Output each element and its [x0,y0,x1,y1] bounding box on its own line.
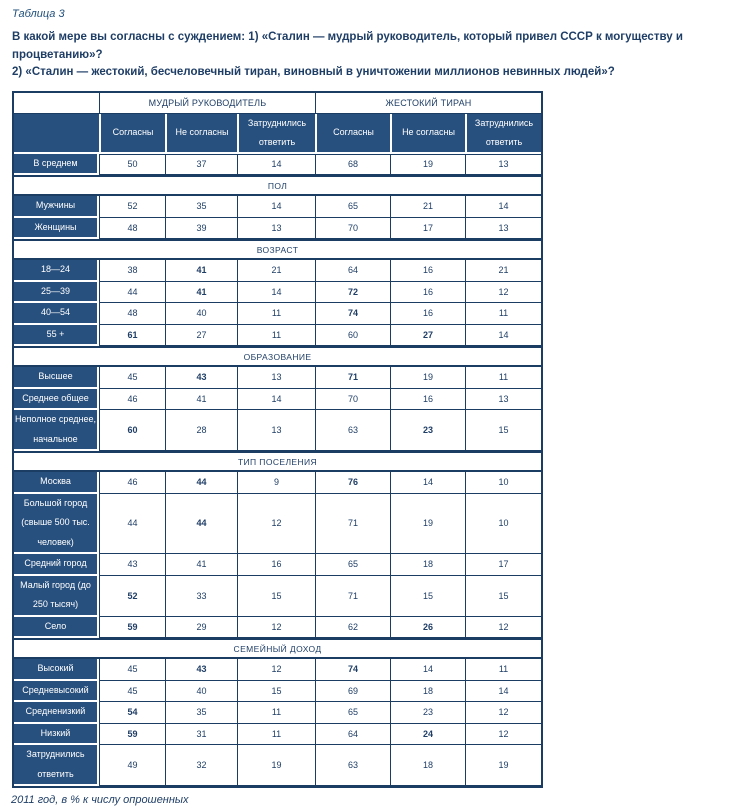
value-cell: 16 [237,554,315,576]
value-cell: 14 [237,154,315,176]
value-cell: 38 [99,260,165,282]
value-cell: 19 [390,494,465,555]
value-cell: 37 [165,154,237,176]
question-text [12,29,723,82]
value-cell: 11 [465,367,541,389]
group-header-cruel-tyrant: ЖЕСТОКИЙ ТИРАН [315,93,541,114]
table-row [14,303,541,325]
row-label: 18—24 [14,260,99,282]
row-label: Мужчины [14,196,99,218]
table-row [14,494,541,555]
value-cell: 17 [390,218,465,240]
value-cell: 31 [165,724,237,746]
section-band-row [14,175,541,196]
value-cell: 26 [390,617,465,639]
value-cell: 60 [315,325,390,347]
value-cell: 13 [237,410,315,451]
table-row [14,196,541,218]
table-row [14,472,541,494]
value-cell: 15 [390,576,465,617]
value-cell: 10 [465,472,541,494]
value-cell: 11 [237,724,315,746]
row-label: Неполное среднее, начальное [14,410,99,451]
value-cell: 21 [390,196,465,218]
table-row [14,702,541,724]
section-band-label: ОБРАЗОВАНИЕ [14,346,541,367]
table-caption: Таблица 3 [12,8,65,20]
value-cell: 41 [165,554,237,576]
row-label: Средневысокий [14,681,99,703]
row-label: Низкий [14,724,99,746]
value-cell: 18 [390,681,465,703]
value-cell: 33 [165,576,237,617]
value-cell: 59 [99,724,165,746]
table-row [14,260,541,282]
value-cell: 18 [390,554,465,576]
value-cell: 12 [237,494,315,555]
value-cell: 45 [99,659,165,681]
table-row [14,367,541,389]
empty-header-cell [14,114,99,154]
row-label: Средний город [14,554,99,576]
value-cell: 9 [237,472,315,494]
value-cell: 13 [465,218,541,240]
section-band-row [14,451,541,472]
value-cell: 19 [390,154,465,176]
value-cell: 71 [315,367,390,389]
value-cell: 14 [465,325,541,347]
col-header-disagree-1: Не согласны [165,114,237,154]
value-cell: 76 [315,472,390,494]
question-line-1: В какой мере вы согласны с суждением: 1) «Сталин — мудрый руководитель, который привел СССР к могуществу и процветанию»? [12,31,683,61]
value-cell: 13 [465,154,541,176]
value-cell: 12 [465,724,541,746]
row-label: 40—54 [14,303,99,325]
value-cell: 71 [315,576,390,617]
value-cell: 44 [165,472,237,494]
value-cell: 41 [165,260,237,282]
col-header-undecided-1: Затруднились ответить [237,114,315,154]
value-cell: 39 [165,218,237,240]
value-cell: 64 [315,260,390,282]
value-cell: 28 [165,410,237,451]
value-cell: 71 [315,494,390,555]
value-cell: 52 [99,196,165,218]
section-band-label: ВОЗРАСТ [14,239,541,260]
value-cell: 14 [390,659,465,681]
table-row [14,659,541,681]
value-cell: 70 [315,218,390,240]
footnote: 2011 год, в % к числу опрошенных [11,794,189,806]
value-cell: 74 [315,303,390,325]
value-cell: 14 [465,196,541,218]
value-cell: 11 [465,303,541,325]
row-label: Затруднились ответить [14,745,99,786]
row-label: Село [14,617,99,639]
value-cell: 27 [390,325,465,347]
value-cell: 35 [165,196,237,218]
row-label: Большой город (свыше 500 тыс. человек) [14,494,99,555]
value-cell: 72 [315,282,390,304]
section-band-label: ТИП ПОСЕЛЕНИЯ [14,451,541,472]
value-cell: 61 [99,325,165,347]
value-cell: 19 [237,745,315,786]
row-label: 55 + [14,325,99,347]
col-header-agree-1: Согласны [99,114,165,154]
value-cell: 48 [99,218,165,240]
value-cell: 63 [315,745,390,786]
section-band-row [14,239,541,260]
value-cell: 46 [99,389,165,411]
group-header-wise-leader: МУДРЫЙ РУКОВОДИТЕЛЬ [99,93,315,114]
value-cell: 11 [237,702,315,724]
value-cell: 62 [315,617,390,639]
value-cell: 49 [99,745,165,786]
value-cell: 68 [315,154,390,176]
value-cell: 15 [237,576,315,617]
value-cell: 17 [465,554,541,576]
value-cell: 45 [99,367,165,389]
value-cell: 13 [465,389,541,411]
value-cell: 19 [390,367,465,389]
value-cell: 15 [237,681,315,703]
corner-cell [14,93,99,114]
value-cell: 43 [165,367,237,389]
value-cell: 43 [165,659,237,681]
table-row [14,554,541,576]
value-cell: 18 [390,745,465,786]
value-cell: 13 [237,367,315,389]
value-cell: 40 [165,303,237,325]
value-cell: 50 [99,154,165,176]
row-label: Малый город (до 250 тысяч) [14,576,99,617]
value-cell: 12 [465,702,541,724]
section-band-row [14,638,541,659]
value-cell: 32 [165,745,237,786]
section-band-row [14,346,541,367]
value-cell: 44 [99,494,165,555]
value-cell: 41 [165,282,237,304]
value-cell: 12 [237,659,315,681]
column-header-row [14,114,541,154]
value-cell: 16 [390,303,465,325]
value-cell: 59 [99,617,165,639]
section-band-label: ПОЛ [14,175,541,196]
table-row [14,576,541,617]
value-cell: 14 [237,389,315,411]
value-cell: 15 [465,410,541,451]
table-row [14,745,541,786]
value-cell: 16 [390,282,465,304]
col-header-agree-2: Согласны [315,114,390,154]
value-cell: 46 [99,472,165,494]
table-row [14,325,541,347]
value-cell: 74 [315,659,390,681]
value-cell: 65 [315,554,390,576]
value-cell: 14 [237,196,315,218]
value-cell: 35 [165,702,237,724]
value-cell: 54 [99,702,165,724]
value-cell: 48 [99,303,165,325]
row-label: Средненизкий [14,702,99,724]
table-body [14,154,541,787]
value-cell: 15 [465,576,541,617]
section-band-label: СЕМЕЙНЫЙ ДОХОД [14,638,541,659]
col-header-undecided-2: Затруднились ответить [465,114,541,154]
question-line-2: 2) «Сталин — жестокий, бесчеловечный тиран, виновный в уничтожении миллионов невинных людей»? [12,66,615,78]
row-label: Высокий [14,659,99,681]
value-cell: 11 [465,659,541,681]
col-header-disagree-2: Не согласны [390,114,465,154]
row-label: Москва [14,472,99,494]
table-row [14,282,541,304]
value-cell: 19 [465,745,541,786]
value-cell: 16 [390,260,465,282]
value-cell: 24 [390,724,465,746]
table-row [14,617,541,639]
row-label: Среднее общее [14,389,99,411]
value-cell: 11 [237,303,315,325]
value-cell: 12 [465,617,541,639]
table-row [14,681,541,703]
value-cell: 65 [315,702,390,724]
value-cell: 69 [315,681,390,703]
value-cell: 11 [237,325,315,347]
value-cell: 10 [465,494,541,555]
value-cell: 44 [165,494,237,555]
value-cell: 14 [237,282,315,304]
value-cell: 43 [99,554,165,576]
table-row [14,724,541,746]
survey-table [12,91,543,789]
value-cell: 27 [165,325,237,347]
value-cell: 29 [165,617,237,639]
value-cell: 12 [465,282,541,304]
table-row [14,410,541,451]
value-cell: 64 [315,724,390,746]
value-cell: 60 [99,410,165,451]
table-row [14,154,541,176]
value-cell: 41 [165,389,237,411]
value-cell: 40 [165,681,237,703]
row-label: Высшее [14,367,99,389]
value-cell: 12 [237,617,315,639]
value-cell: 14 [390,472,465,494]
value-cell: 23 [390,410,465,451]
value-cell: 52 [99,576,165,617]
value-cell: 13 [237,218,315,240]
value-cell: 21 [465,260,541,282]
table-row [14,389,541,411]
value-cell: 14 [465,681,541,703]
row-label: 25—39 [14,282,99,304]
group-header-row [14,93,541,114]
table-row [14,218,541,240]
row-label: В среднем [14,154,99,176]
value-cell: 21 [237,260,315,282]
value-cell: 44 [99,282,165,304]
value-cell: 65 [315,196,390,218]
value-cell: 16 [390,389,465,411]
value-cell: 23 [390,702,465,724]
value-cell: 70 [315,389,390,411]
value-cell: 63 [315,410,390,451]
value-cell: 45 [99,681,165,703]
row-label: Женщины [14,218,99,240]
